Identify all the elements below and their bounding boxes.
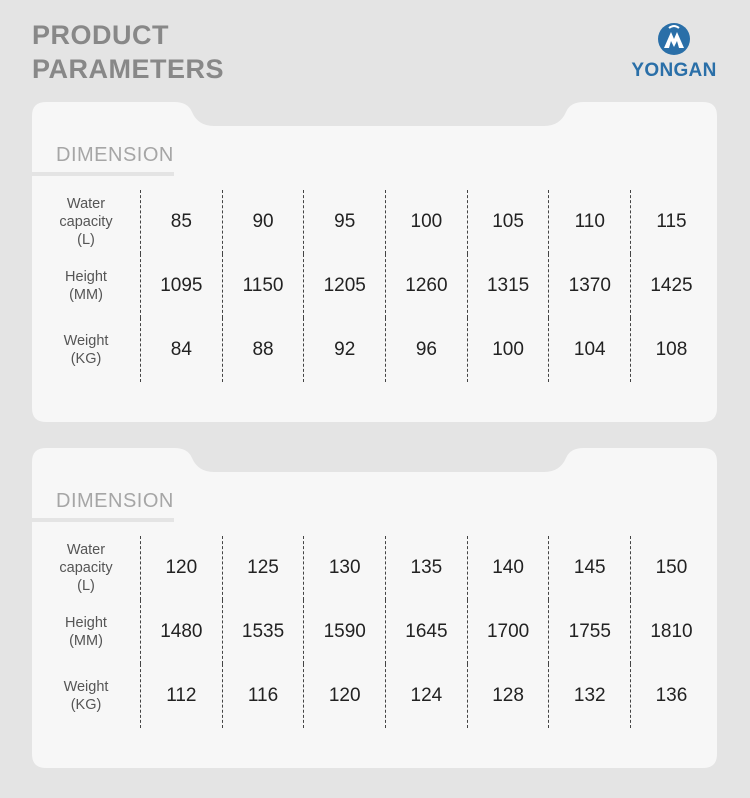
- section-divider: [32, 518, 174, 522]
- table-row-weight: [32, 664, 717, 728]
- table-cell: 145: [548, 536, 630, 600]
- table-cell: 120: [303, 664, 385, 728]
- section-divider: [32, 172, 174, 176]
- table-cell: 100: [385, 190, 467, 254]
- page-title-line-2: PARAMETERS: [32, 54, 225, 84]
- table-cell: 1315: [467, 254, 549, 318]
- table-cell: 84: [140, 318, 222, 382]
- table-cell: 1480: [140, 600, 222, 664]
- table-cell: 120: [140, 536, 222, 600]
- table-cell: 1205: [303, 254, 385, 318]
- row-label-line: (KG): [70, 351, 102, 367]
- table-cell: 1425: [630, 254, 712, 318]
- row-label: [32, 195, 140, 249]
- table-row-height: [32, 600, 717, 664]
- row-label-line: Water: [66, 542, 106, 558]
- table-cell: 1590: [303, 600, 385, 664]
- dimension-panel-1: [32, 102, 717, 422]
- table-cell: 130: [303, 536, 385, 600]
- row-label-line: (MM): [69, 633, 103, 649]
- row-label: [32, 541, 140, 595]
- table-cell: 128: [467, 664, 549, 728]
- parameter-table: [32, 190, 717, 382]
- logo-wordmark: YONGAN: [631, 60, 717, 81]
- yongan-logo-icon: [657, 22, 691, 56]
- row-label-line: Height: [65, 269, 107, 285]
- page-title: [32, 18, 224, 86]
- table-cell: 115: [630, 190, 712, 254]
- table-cell: 132: [548, 664, 630, 728]
- row-label: [32, 614, 140, 650]
- table-cell: 1755: [548, 600, 630, 664]
- table-cell: 1645: [385, 600, 467, 664]
- parameter-table: [32, 536, 717, 728]
- table-cell: 108: [630, 318, 712, 382]
- page-title-line-1: PRODUCT: [32, 20, 169, 50]
- table-cell: 110: [548, 190, 630, 254]
- table-cell: 112: [140, 664, 222, 728]
- table-cell: 100: [467, 318, 549, 382]
- table-cell: 135: [385, 536, 467, 600]
- row-label-line: (L): [77, 578, 95, 594]
- section-title: DIMENSION: [56, 144, 174, 166]
- table-cell: 125: [222, 536, 304, 600]
- row-label: [32, 268, 140, 304]
- row-label-line: Water: [66, 196, 106, 212]
- table-cell: 1370: [548, 254, 630, 318]
- row-label-line: Weight: [63, 333, 109, 349]
- row-label-line: Weight: [63, 679, 109, 695]
- table-cell: 105: [467, 190, 549, 254]
- table-cell: 1150: [222, 254, 304, 318]
- table-row-height: [32, 254, 717, 318]
- section-title: DIMENSION: [56, 490, 174, 512]
- row-label: [32, 678, 140, 714]
- row-label-line: Height: [65, 615, 107, 631]
- dimension-panel-2: [32, 448, 717, 768]
- table-cell: 140: [467, 536, 549, 600]
- row-label-line: (L): [77, 232, 95, 248]
- row-label: [32, 332, 140, 368]
- table-cell: 136: [630, 664, 712, 728]
- table-cell: 150: [630, 536, 712, 600]
- table-cell: 1095: [140, 254, 222, 318]
- row-label-line: (KG): [70, 697, 102, 713]
- table-cell: 95: [303, 190, 385, 254]
- row-label-line: capacity: [59, 214, 113, 230]
- table-cell: 92: [303, 318, 385, 382]
- row-label-line: capacity: [59, 560, 113, 576]
- table-row-water-capacity: [32, 536, 717, 600]
- row-label-line: (MM): [69, 287, 103, 303]
- table-cell: 1260: [385, 254, 467, 318]
- table-cell: 90: [222, 190, 304, 254]
- table-row-weight: [32, 318, 717, 382]
- table-cell: 124: [385, 664, 467, 728]
- table-cell: 1535: [222, 600, 304, 664]
- table-cell: 96: [385, 318, 467, 382]
- table-cell: 116: [222, 664, 304, 728]
- table-cell: 1810: [630, 600, 712, 664]
- table-cell: 104: [548, 318, 630, 382]
- table-cell: 1700: [467, 600, 549, 664]
- table-cell: 88: [222, 318, 304, 382]
- table-row-water-capacity: [32, 190, 717, 254]
- table-cell: 85: [140, 190, 222, 254]
- brand-logo: [622, 22, 726, 84]
